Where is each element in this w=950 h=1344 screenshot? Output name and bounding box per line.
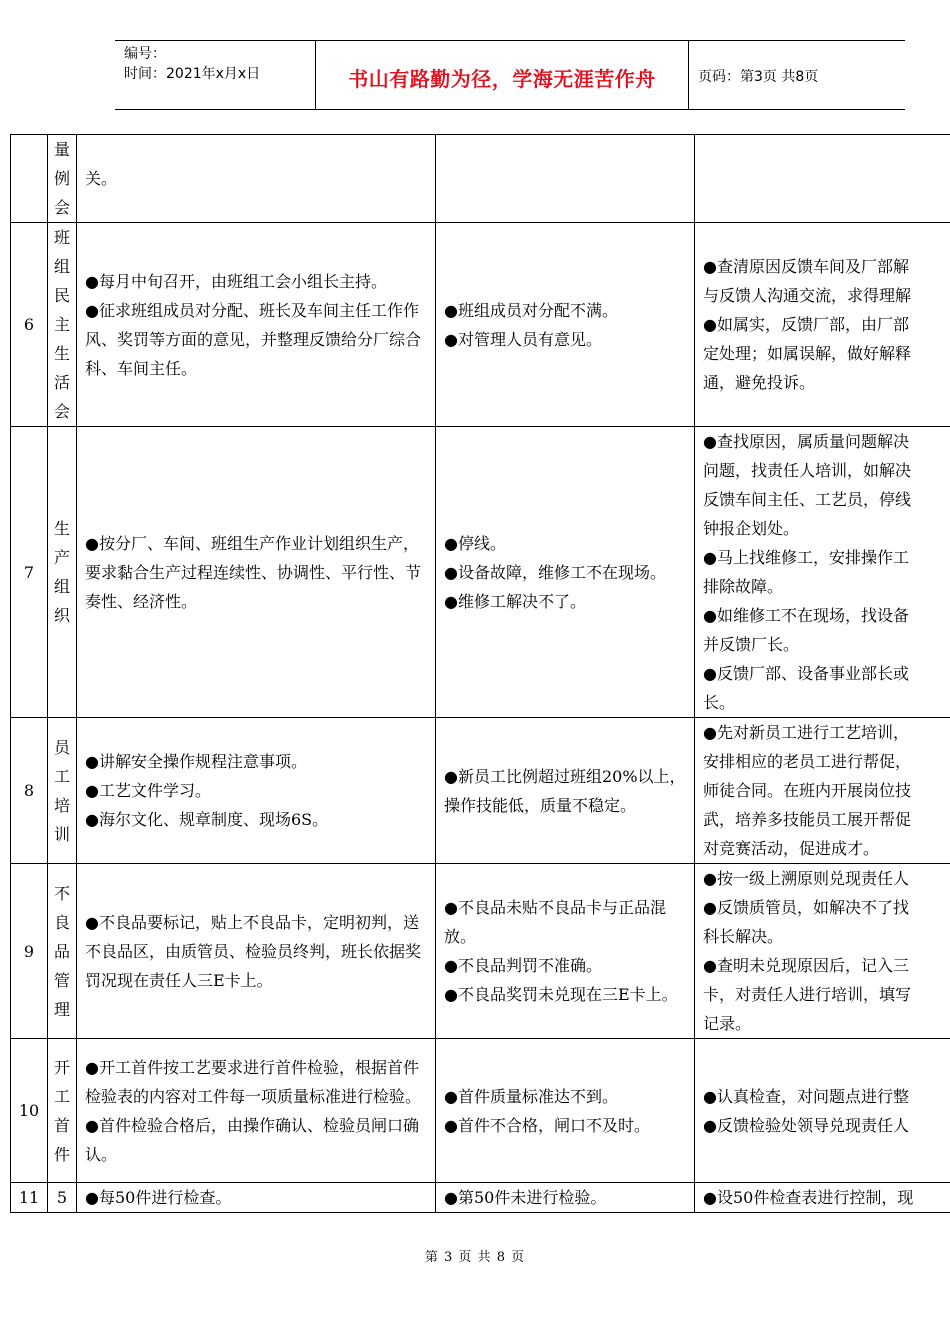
page-header — [115, 40, 905, 110]
row-item-label: 5 — [56, 1188, 68, 1207]
measure-line: 定处理；如属误解，做好解释 — [703, 344, 912, 363]
row-problems — [436, 718, 695, 864]
doc-number-label: 编号： — [124, 46, 166, 62]
measure-line: 通，避免投诉。 — [703, 373, 816, 392]
measure-line: ●按一级上溯原则兑现责任人 — [703, 869, 909, 888]
measure-line: ●查明未兑现原因后，记入三 — [703, 956, 909, 975]
row-measures — [695, 223, 950, 427]
table-row — [11, 427, 950, 718]
row-number — [11, 135, 48, 223]
problem-line: ●对管理人员有意见。 — [444, 329, 602, 349]
doc-time-label: 时间：2021年x月x日 — [124, 66, 261, 82]
problem-line: ●设备故障，维修工不在现场。 — [444, 562, 666, 582]
measure-line: 反馈车间主任、工艺员，停线 — [703, 490, 912, 509]
measure-line: 问题，找责任人培训，如解决 — [703, 461, 912, 480]
row-content — [77, 1039, 436, 1183]
page-footer: 第 3 页 共 8 页 — [424, 1250, 526, 1265]
row-measures — [695, 1039, 950, 1183]
measure-line: ●认真检查，对问题点进行整 — [703, 1086, 909, 1106]
problem-line: ●首件不合格，闸口不及时。 — [444, 1115, 650, 1135]
content-line: ●海尔文化、规章制度、现场6S。 — [85, 810, 329, 829]
problem-line: ●不良品未贴不良品卡与正品混放。 — [444, 898, 666, 946]
content-line: ●首件检验合格后，由操作确认、检验员闸口确认。 — [85, 1115, 419, 1164]
row-item-label: 生产组织 — [53, 519, 70, 625]
measure-line: 安排相应的老员工进行帮促， — [703, 752, 912, 771]
row-number: 6 — [11, 223, 48, 427]
page-code: 页码：第3页 共8页 — [698, 69, 819, 85]
measure-line: 科长解决。 — [703, 927, 784, 946]
content-line: ●按分厂、车间、班组生产作业计划组织生产，要求黏合生产过程连续性、协调性、平行性、节奏性、经济性。 — [85, 533, 422, 611]
row-measures — [695, 864, 950, 1039]
content-line: ●工艺文件学习。 — [85, 781, 211, 800]
row-content — [77, 718, 436, 864]
measure-line: ●设50件检查表进行控制，现 — [703, 1187, 914, 1207]
row-item-label: 不良品管理 — [53, 883, 70, 1019]
problem-line: ●不良品判罚不准确。 — [444, 956, 602, 975]
row-problems — [436, 135, 695, 223]
measure-line: ●如属实，反馈厂部，由厂部 — [703, 315, 909, 334]
problem-line: ●维修工解决不了。 — [444, 591, 586, 611]
measure-line: ●马上找维修工，安排操作工 — [703, 548, 909, 567]
measure-line: 记录。 — [703, 1014, 752, 1033]
row-item-label: 量例会 — [53, 140, 70, 217]
measure-line: ●反馈质管员，如解决不了找 — [703, 898, 909, 917]
measure-line: 武，培养多技能员工展开帮促 — [703, 810, 912, 829]
row-measures — [695, 718, 950, 864]
row-item — [48, 864, 77, 1039]
row-item — [48, 1183, 77, 1213]
measure-line: ●先对新员工进行工艺培训， — [703, 723, 909, 742]
row-item-label: 班组民主生活会 — [53, 228, 70, 421]
content-line: 关。 — [85, 169, 118, 188]
measure-line: ●查找原因，属质量问题解决 — [703, 432, 909, 451]
measure-line: ●如维修工不在现场，找设备 — [703, 606, 909, 625]
row-problems — [436, 1039, 695, 1183]
measure-line: 师徒合同。在班内开展岗位技 — [703, 781, 912, 800]
measure-line: ●查清原因反馈车间及厂部解 — [703, 257, 909, 276]
measure-line: ●反馈厂部、设备事业部长或 — [703, 664, 909, 683]
problem-line: ●不良品奖罚未兑现在三E卡上。 — [444, 985, 678, 1004]
row-item — [48, 718, 77, 864]
measure-line: 卡，对责任人进行培训，填写 — [703, 985, 912, 1004]
measure-line: 对竞赛活动，促进成才。 — [703, 839, 880, 858]
row-item-label: 员工培训 — [53, 737, 70, 844]
row-measures — [695, 1183, 950, 1213]
table-row — [11, 223, 950, 427]
row-content — [77, 1183, 436, 1213]
row-number: 8 — [11, 718, 48, 864]
table-row — [11, 1039, 950, 1183]
measure-line: 并反馈厂长。 — [703, 635, 800, 654]
row-problems — [436, 223, 695, 427]
row-number: 11 — [11, 1183, 48, 1213]
row-content — [77, 427, 436, 718]
row-measures — [695, 135, 950, 223]
measure-line: 排除故障。 — [703, 577, 784, 596]
measure-line: ●反馈检验处领导兑现责任人 — [703, 1115, 909, 1135]
content-line: ●每月中旬召开，由班组工会小组长主持。 — [85, 271, 387, 291]
problem-line: ●首件质量标准达不到。 — [444, 1086, 618, 1106]
table-row — [11, 135, 950, 223]
row-number: 7 — [11, 427, 48, 718]
problem-line: ●第50件未进行检验。 — [444, 1187, 607, 1207]
content-line: ●不良品要标记，贴上不良品卡，定明初判，送不良品区，由质管员、检验员终判，班长依据奖罚况现在责任人三E卡上。 — [85, 912, 422, 990]
measure-line: 钟报企划处。 — [703, 519, 800, 538]
content-line: ●每50件进行检查。 — [85, 1187, 232, 1207]
row-item-label: 开工首件 — [53, 1057, 70, 1164]
row-number: 10 — [11, 1039, 48, 1183]
problem-line: ●停线。 — [444, 533, 506, 553]
row-problems — [436, 427, 695, 718]
measure-line: 与反馈人沟通交流，求得理解 — [703, 286, 912, 305]
row-item — [48, 427, 77, 718]
row-item — [48, 223, 77, 427]
row-measures — [695, 427, 950, 718]
table-row — [11, 864, 950, 1039]
row-content — [77, 223, 436, 427]
table-row — [11, 1183, 950, 1213]
row-item — [48, 135, 77, 223]
row-problems — [436, 864, 695, 1039]
row-content — [77, 864, 436, 1039]
row-number: 9 — [11, 864, 48, 1039]
content-line: ●征求班组成员对分配、班长及车间主任工作作风、奖罚等方面的意见，并整理反馈给分厂综合科、车间主任。 — [85, 300, 422, 378]
row-item — [48, 1039, 77, 1183]
content-line: ●讲解安全操作规程注意事项。 — [85, 752, 307, 771]
management-table — [10, 134, 950, 1213]
header-meta — [115, 41, 316, 109]
content-line: ●开工首件按工艺要求进行首件检验，根据首件检验表的内容对工件每一项质量标准进行检验。 — [85, 1057, 422, 1106]
table-row — [11, 718, 950, 864]
row-problems — [436, 1183, 695, 1213]
row-content — [77, 135, 436, 223]
measure-line: 长。 — [703, 693, 736, 712]
problem-line: ●班组成员对分配不满。 — [444, 300, 618, 320]
problem-line: ●新员工比例超过班组20%以上，操作技能低，质量不稳定。 — [444, 766, 686, 815]
header-motto: 书山有路勤为径，学海无涯苦作舟 — [316, 41, 689, 109]
